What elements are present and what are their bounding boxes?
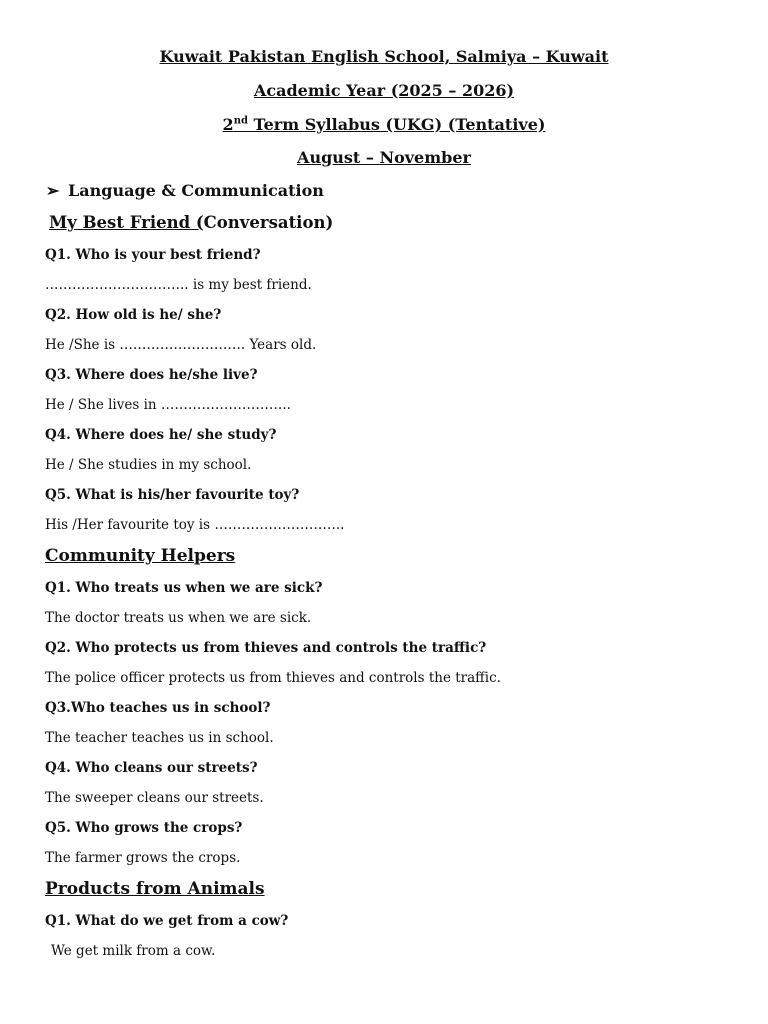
term-title <box>0 115 768 134</box>
question: Q3.Who teaches us in school? <box>45 700 271 716</box>
section-products-from-animals: Products from Animals <box>45 879 265 899</box>
answer: The police officer protects us from thieves and controls the traffic. <box>45 670 501 686</box>
topic-best-friend-title: My Best Friend ( <box>49 213 204 232</box>
academic-year: Academic Year (2025 – 2026) <box>253 81 515 100</box>
answer: The teacher teaches us in school. <box>45 730 274 746</box>
answer: The doctor treats us when we are sick. <box>45 610 312 626</box>
term-ordinal-suffix: nd <box>233 115 248 127</box>
answer: He /She is ………………………. Years old. <box>45 337 317 353</box>
term-number: 2 <box>222 115 234 134</box>
question: Q1. What do we get from a cow? <box>45 913 289 929</box>
question: Q4. Where does he/ she study? <box>45 427 277 443</box>
question: Q1. Who treats us when we are sick? <box>45 580 323 596</box>
question: Q5. Who grows the crops? <box>45 820 243 836</box>
question: Q4. Who cleans our streets? <box>45 760 258 776</box>
term-period: August – November <box>297 148 471 167</box>
question: Q3. Where does he/she live? <box>45 367 258 383</box>
question: Q2. Who protects us from thieves and controls the traffic? <box>45 640 487 656</box>
question: Q5. What is his/her favourite toy? <box>45 487 300 503</box>
section-language <box>46 181 324 200</box>
question: Q2. How old is he/ she? <box>45 307 222 323</box>
topic-best-friend-subtitle: Conversation) <box>203 213 334 232</box>
answer: We get milk from a cow. <box>51 943 216 959</box>
question: Q1. Who is your best friend? <box>45 247 261 263</box>
school-title: Kuwait Pakistan English School, Salmiya – Kuwait <box>159 47 609 66</box>
answer: He / She studies in my school. <box>45 457 252 473</box>
term-text: Term Syllabus (UKG) (Tentative) <box>247 115 546 134</box>
answer: He / She lives in ……………………….. <box>45 397 291 413</box>
section-language-heading: Language & Communication <box>68 181 324 200</box>
answer: ………………………….. is my best friend. <box>45 277 312 293</box>
answer: His /Her favourite toy is ……………………….. <box>45 517 345 533</box>
arrow-bullet-icon: ➢ <box>46 181 60 200</box>
answer: The sweeper cleans our streets. <box>45 790 264 806</box>
answer: The farmer grows the crops. <box>45 850 241 866</box>
topic-best-friend <box>49 213 333 232</box>
section-community-helpers: Community Helpers <box>45 546 236 566</box>
